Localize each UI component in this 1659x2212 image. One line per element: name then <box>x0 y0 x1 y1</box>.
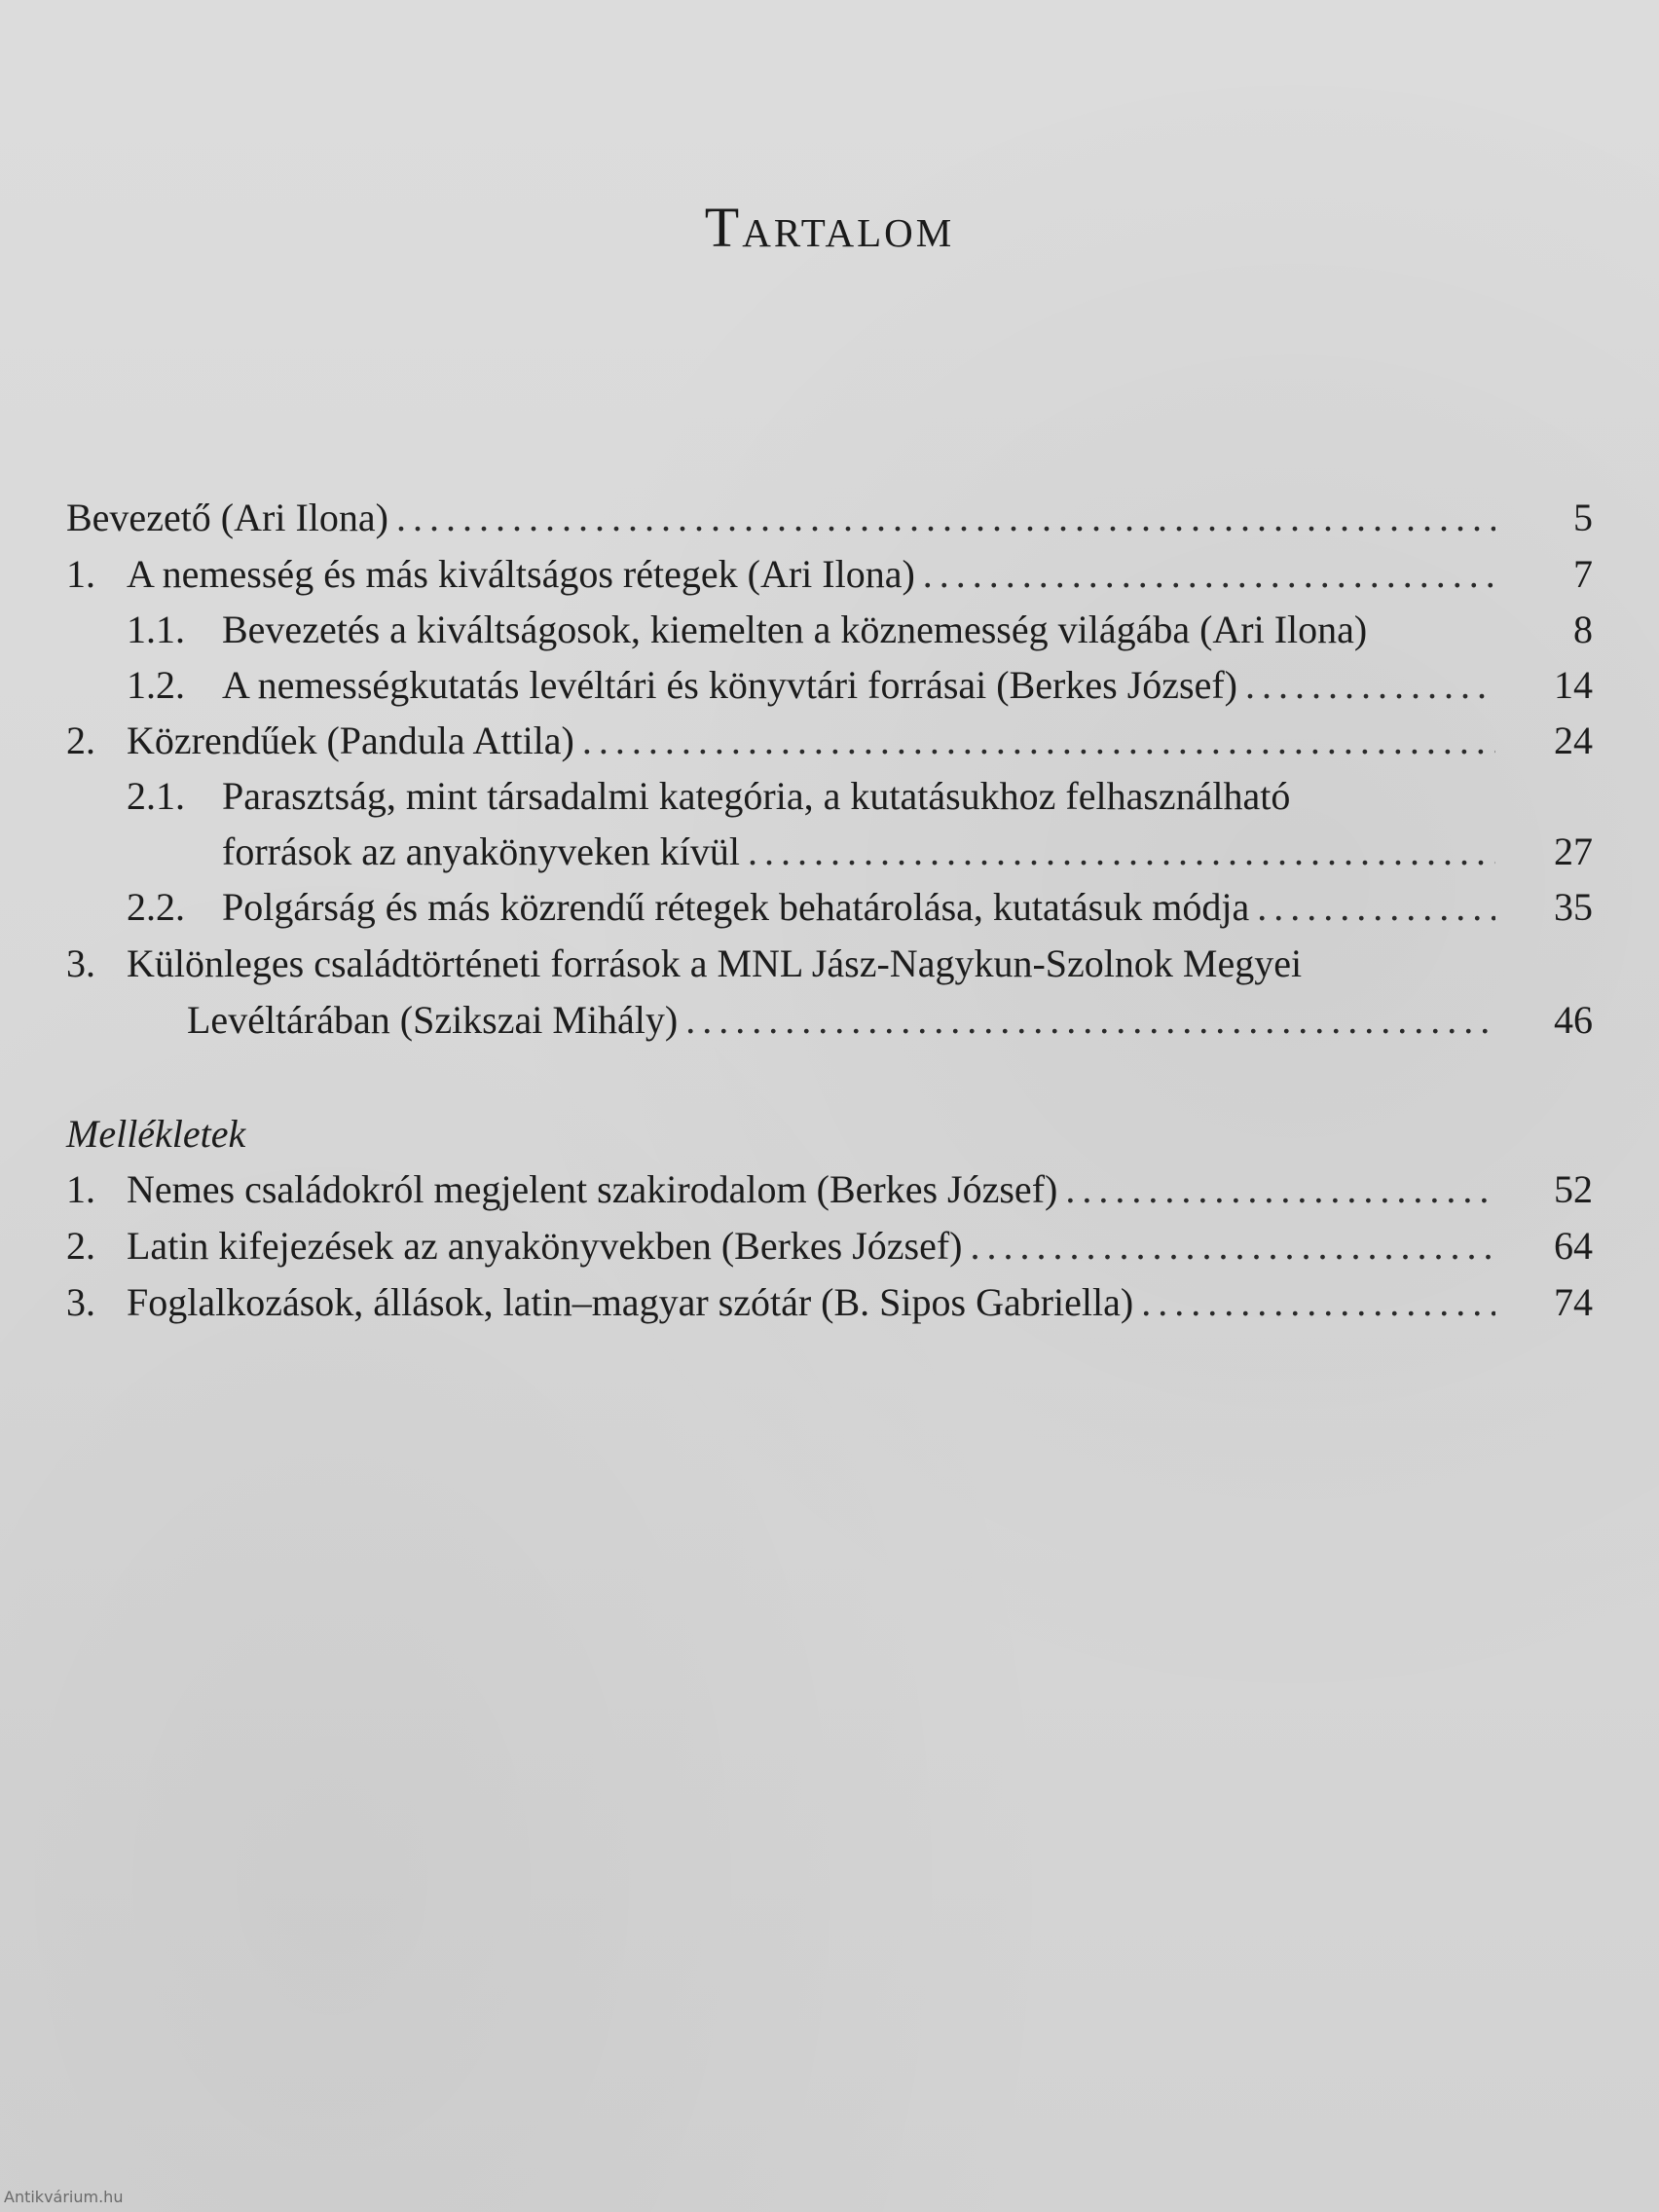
toc-entry-chapter-3-continued <box>66 991 1593 1050</box>
toc-entry-leader <box>127 1217 1495 1275</box>
toc-entry-number: 2. <box>66 1224 95 1268</box>
dot-leader <box>396 489 1495 547</box>
toc-entry-title: Foglalkozások, állások, latin–magyar szótár (B. Sipos Gabriella) <box>127 1280 1134 1324</box>
toc-page-number: 52 <box>1554 1167 1593 1211</box>
toc-entry-number: 3. <box>66 941 95 985</box>
toc-entry-number: 2.2. <box>127 885 185 929</box>
toc-entry-number: 2. <box>66 719 95 762</box>
toc-entry-leader <box>66 489 1495 547</box>
toc-entry-title-line-2: Levéltárában (Szikszai Mihály) <box>187 998 679 1042</box>
dot-leader <box>1245 656 1495 715</box>
toc-page-number: 64 <box>1554 1224 1593 1268</box>
toc-entry-title: Közrendűek (Pandula Attila) <box>127 719 574 762</box>
toc-entry-chapter-2 <box>66 712 1593 770</box>
toc-entry-section-2-2 <box>66 878 1593 937</box>
toc-page-number: 24 <box>1554 719 1593 762</box>
toc-entry-number: 1. <box>66 1167 95 1211</box>
toc-entry-section-1-1 <box>66 601 1593 659</box>
dot-leader <box>582 712 1495 770</box>
dot-leader <box>1065 1161 1495 1219</box>
toc-page-number: 46 <box>1554 998 1593 1042</box>
dot-leader <box>1257 878 1495 937</box>
toc-entry-introduction <box>66 489 1593 547</box>
toc-entry-number: 1.1. <box>127 608 185 651</box>
toc-page-number: 35 <box>1554 885 1593 929</box>
toc-entry-title: Latin kifejezések az anyakönyvekben (Berkes József) <box>127 1224 963 1268</box>
appendix-entry-3 <box>66 1273 1593 1332</box>
toc-entry-title-line-2: források az anyakönyveken kívül <box>222 830 741 873</box>
toc-entry-leader <box>127 712 1495 770</box>
appendix-heading: Mellékletek <box>66 1112 246 1156</box>
toc-entry-leader <box>187 991 1495 1050</box>
toc-entry-chapter-1 <box>66 545 1593 604</box>
dot-leader <box>971 1217 1496 1275</box>
toc-entry-title: Polgárság és más közrendű rétegek behatárolása, kutatásuk módja <box>222 885 1250 929</box>
source-watermark: Antikvárium.hu <box>4 2188 124 2206</box>
toc-page-number: 8 <box>1573 608 1593 651</box>
toc-entry-leader <box>127 1161 1495 1219</box>
toc-page-number: 27 <box>1554 830 1593 873</box>
toc-entry-title-line-1: Parasztság, mint társadalmi kategória, a kutatásukhoz felhasználható <box>222 774 1291 818</box>
toc-entry-leader <box>222 878 1495 937</box>
toc-entry-leader <box>127 1273 1495 1332</box>
toc-entry-title: Bevezetés a kiváltságosok, kiemelten a köznemesség világába (Ari Ilona) <box>222 608 1368 651</box>
toc-entry-number: 2.1. <box>127 774 185 818</box>
toc-entry-number: 3. <box>66 1280 95 1324</box>
toc-entry-leader <box>222 656 1495 715</box>
toc-entry-number: 1.2. <box>127 663 185 707</box>
page-title: Tartalom <box>704 196 955 259</box>
toc-entry-section-2-1 <box>66 767 1593 826</box>
dot-leader <box>923 545 1495 604</box>
toc-entry-section-2-1-continued <box>66 823 1593 881</box>
dot-leader <box>748 823 1495 881</box>
appendix-entry-2 <box>66 1217 1593 1275</box>
toc-entry-leader <box>127 545 1495 604</box>
toc-entry-chapter-3 <box>66 935 1593 993</box>
toc-entry-title: A nemességkutatás levéltári és könyvtári forrásai (Berkes József) <box>222 663 1237 707</box>
toc-page-number: 74 <box>1554 1280 1593 1324</box>
appendix-entry-1 <box>66 1161 1593 1219</box>
toc-entry-title: Nemes családokról megjelent szakirodalom (Berkes József) <box>127 1167 1058 1211</box>
dot-leader <box>1141 1273 1495 1332</box>
toc-entry-section-1-2 <box>66 656 1593 715</box>
toc-page-number: 5 <box>1573 496 1593 539</box>
toc-entry-leader <box>222 823 1495 881</box>
toc-page-number: 7 <box>1573 552 1593 596</box>
toc-entry-title: A nemesség és más kiváltságos rétegek (Ari Ilona) <box>127 552 915 596</box>
toc-entry-number: 1. <box>66 552 95 596</box>
toc-entry-title: Bevezető (Ari Ilona) <box>66 496 388 539</box>
toc-page-number: 14 <box>1554 663 1593 707</box>
toc-entry-title-line-1: Különleges családtörténeti források a MNL Jász-Nagykun-Szolnok Megyei <box>127 941 1303 985</box>
dot-leader <box>685 991 1495 1050</box>
